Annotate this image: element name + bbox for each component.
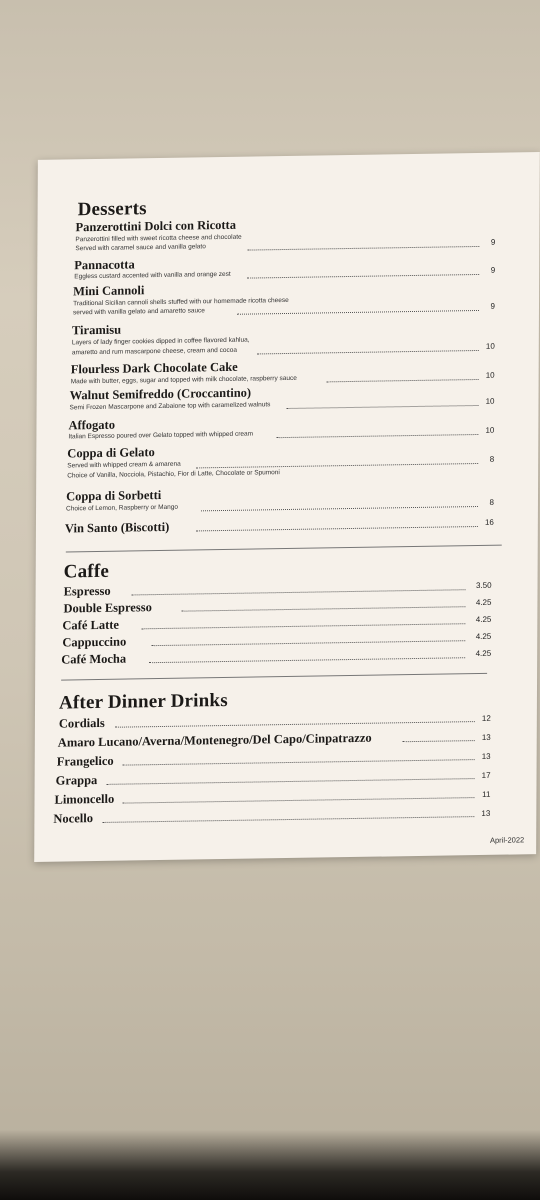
- dessert-price: 10: [485, 425, 495, 435]
- caffe-name: Double Espresso: [63, 600, 152, 616]
- desserts-title: Desserts: [77, 198, 147, 221]
- dessert-description: Eggless custard accented with vanilla and orange zest: [74, 270, 231, 281]
- drink-price: 12: [481, 713, 491, 723]
- drink-name: Cordials: [58, 715, 105, 731]
- dessert-name: Panzerottini Dolci con Ricotta: [75, 217, 237, 235]
- dessert-description: served with vanilla gelato and amaretto sauce: [73, 307, 205, 317]
- price-leader: [132, 589, 466, 595]
- dessert-description: Choice of Lemon, Raspberry or Mango: [66, 503, 179, 513]
- dessert-price: 8: [489, 497, 495, 507]
- dessert-name: Flourless Dark Chocolate Cake: [70, 359, 238, 377]
- caffe-price: 4.25: [475, 614, 492, 625]
- dessert-description: Traditional Sicilian cannoli shells stuffed with our homemade ricotta cheese: [73, 296, 289, 308]
- dessert-description: Semi Frozen Mascarpone and Zabaione top with caramelized walnuts: [69, 401, 271, 412]
- drink-price: 13: [481, 732, 491, 742]
- dessert-description: Served with caramel sauce and vanilla gelato: [75, 243, 206, 253]
- price-leader: [123, 759, 475, 766]
- caffe-price: 4.25: [475, 648, 492, 659]
- dessert-name: Coppa di Sorbetti: [66, 487, 162, 504]
- price-leader: [403, 740, 475, 742]
- dessert-name: Pannacotta: [74, 257, 135, 273]
- dessert-description: Italian Espresso poured over Gelato topped with whipped cream: [68, 430, 254, 441]
- caffe-name: Cappuccino: [62, 634, 127, 650]
- price-leader: [149, 657, 465, 663]
- drink-price: 17: [481, 770, 491, 780]
- dessert-description: amaretto and rum mascarpone cheese, cream and cocoa: [71, 346, 237, 357]
- dark-floor-edge: [0, 1130, 540, 1200]
- caffe-name: Café Mocha: [61, 651, 127, 667]
- caffe-name: Espresso: [63, 583, 111, 599]
- menu-card: [34, 152, 540, 862]
- dessert-price: 9: [490, 237, 496, 247]
- drinks-title: After Dinner Drinks: [58, 689, 228, 714]
- dessert-description: Panzerottini filled with sweet ricotta cheese and chocolate: [75, 233, 242, 244]
- drink-name: Grappa: [55, 773, 98, 788]
- price-leader: [102, 816, 474, 823]
- price-leader: [115, 721, 475, 728]
- dessert-price: 10: [485, 341, 495, 351]
- price-leader: [237, 310, 479, 315]
- dessert-price: 9: [490, 301, 496, 311]
- drink-name: Frangelico: [56, 753, 114, 769]
- dessert-name: Coppa di Gelato: [67, 445, 155, 461]
- price-leader: [276, 434, 478, 438]
- price-leader: [196, 463, 478, 468]
- dessert-name: Tiramisu: [71, 322, 122, 338]
- dessert-price: 8: [489, 454, 495, 464]
- price-leader: [107, 778, 475, 785]
- price-leader: [181, 606, 465, 611]
- price-leader: [196, 526, 478, 531]
- drink-name: Nocello: [53, 811, 94, 826]
- dessert-name: Walnut Semifreddo (Croccantino): [69, 385, 252, 403]
- price-leader: [287, 405, 479, 409]
- dessert-name: Mini Cannoli: [73, 283, 145, 299]
- caffe-price: 4.25: [475, 631, 492, 642]
- dessert-description: Made with butter, eggs, sugar and topped with milk chocolate, raspberry sauce: [70, 374, 297, 386]
- drink-price: 13: [481, 808, 491, 818]
- drink-price: 11: [482, 789, 491, 799]
- price-leader: [201, 506, 478, 511]
- section-divider: [66, 545, 502, 553]
- caffe-title: Caffe: [63, 560, 110, 583]
- section-divider: [61, 673, 487, 681]
- price-leader: [151, 640, 465, 646]
- drink-name: Limoncello: [54, 791, 115, 807]
- caffe-price: 3.50: [475, 580, 492, 591]
- dessert-description: Served with whipped cream & amarena: [67, 460, 181, 470]
- price-leader: [257, 350, 479, 354]
- price-leader: [247, 274, 479, 279]
- dessert-name: Vin Santo (Biscotti): [64, 519, 170, 536]
- dessert-price: 10: [485, 370, 495, 380]
- dessert-price: 10: [485, 396, 495, 406]
- dessert-price: 16: [484, 517, 494, 527]
- caffe-price: 4.25: [475, 597, 492, 608]
- dessert-price: 9: [490, 265, 496, 275]
- menu-date: April-2022: [490, 835, 525, 845]
- drink-name: Amaro Lucano/Averna/Montenegro/Del Capo/Cinpatrazzo: [57, 730, 372, 750]
- dessert-description: Choice of Vanilla, Nocciola, Pistachio, Fior di Latte, Chocolate or Spumoni: [67, 469, 280, 480]
- dessert-name: Affogato: [68, 417, 116, 433]
- price-leader: [141, 623, 465, 629]
- price-leader: [122, 797, 474, 804]
- price-leader: [247, 246, 479, 251]
- price-leader: [327, 379, 479, 382]
- caffe-name: Café Latte: [62, 617, 120, 633]
- drink-price: 13: [481, 751, 491, 761]
- dessert-description: Layers of lady finger cookies dipped in coffee flavored kahlua,: [71, 336, 250, 347]
